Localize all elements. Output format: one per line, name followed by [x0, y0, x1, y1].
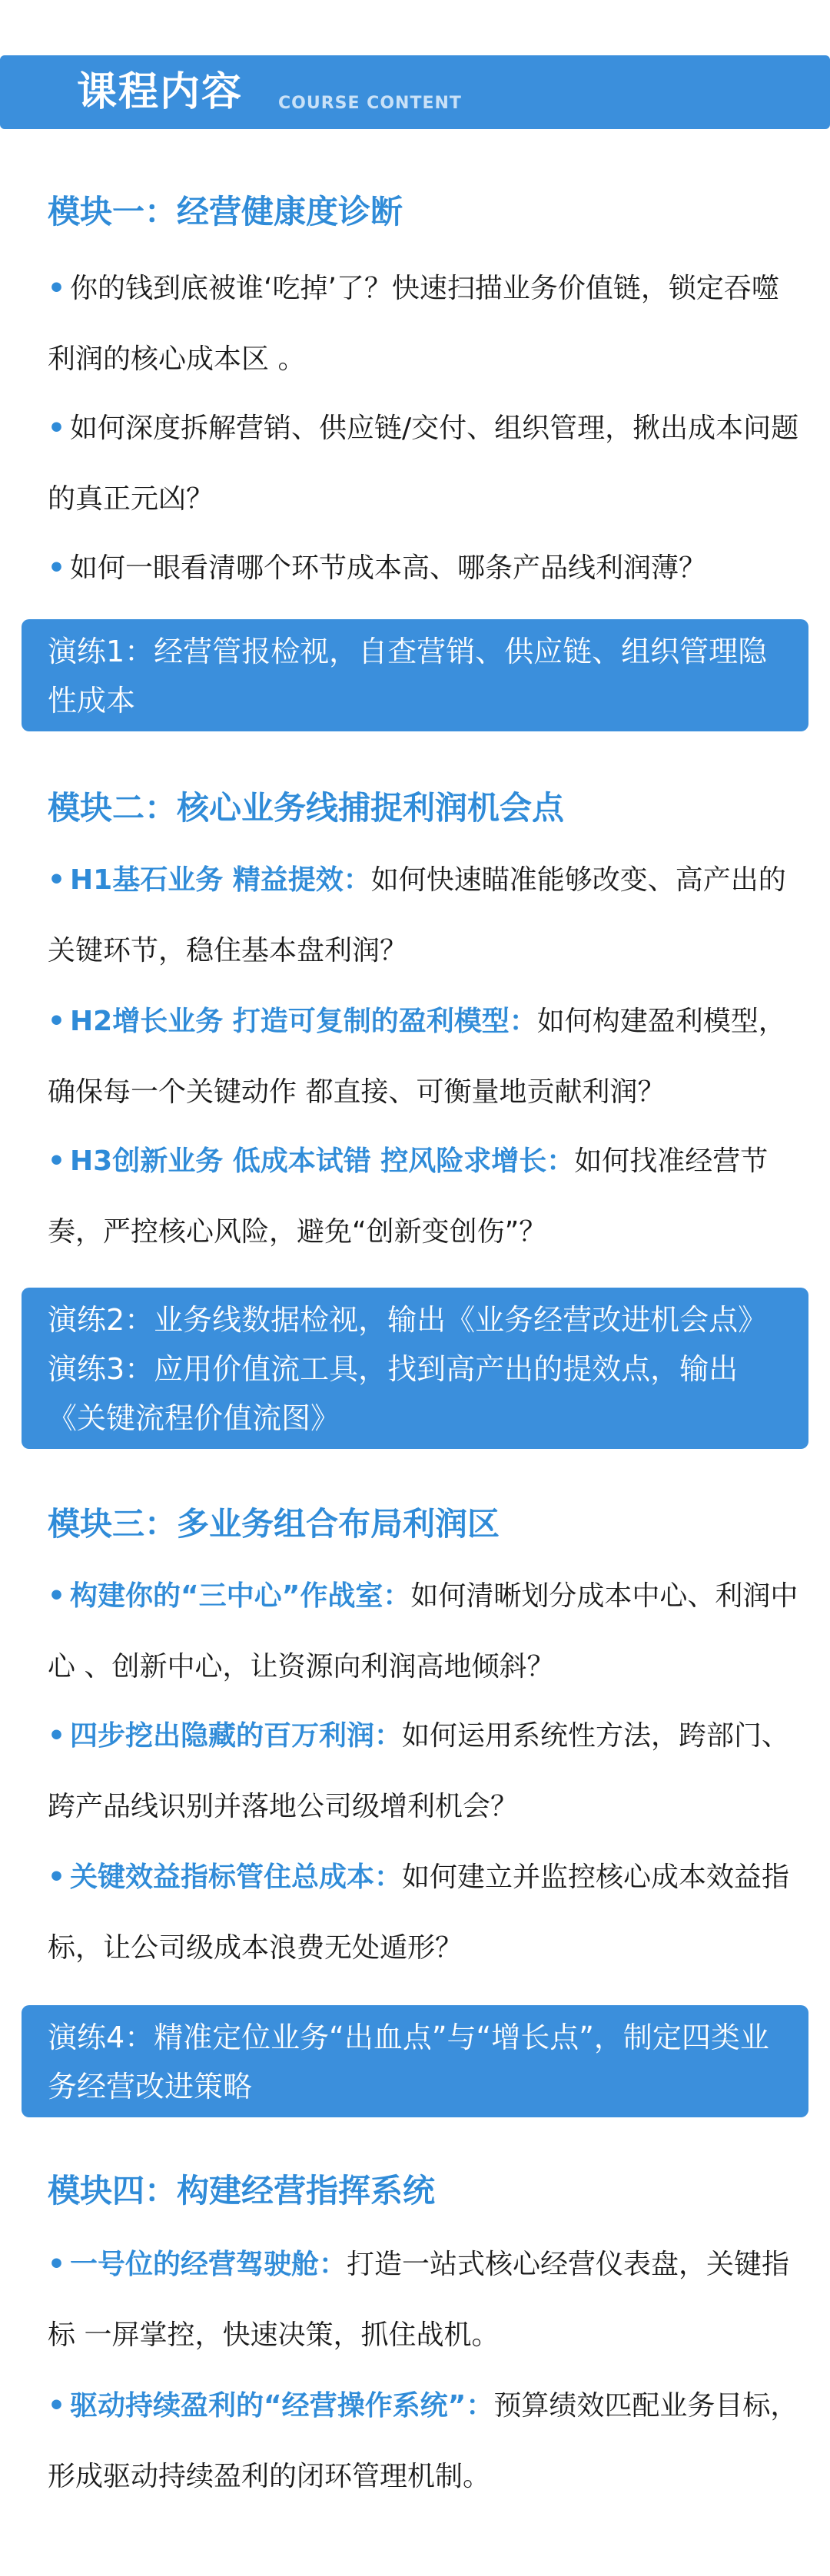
bullet-item: • H2增长业务 打造可复制的盈利模型：如何构建盈利模型，确保每一个关键动作 都直接、可衡量地贡献利润？ [48, 1006, 786, 1108]
exercise-box [22, 1288, 808, 1449]
bullet-item: • H3创新业务 低成本试错 控风险求增长：如何找准经营节奏，严控核心风险，避免“创新变创伤”？ [48, 1145, 769, 1248]
exercise-box [22, 2005, 808, 2117]
bullet-item: • 你的钱到底被谁‘吃掉’了？快速扫描业务价值链，锁定吞噬利润的核心成本区 。 [48, 273, 779, 375]
section-subtitle: COURSE CONTENT [278, 94, 462, 113]
bullet-dot-icon: • [48, 413, 66, 444]
exercise-text: 演练4：精准定位业务“出血点”与“增长点”，制定四类业务经营改进策略 [48, 2021, 769, 2104]
bullet-item: • 一号位的经营驾驶舱：打造一站式核心经营仪表盘，关键指标 一屏掌控，快速决策，抓住战机。 [48, 2249, 790, 2351]
bullet-item: • 关键效益指标管住总成本：如何建立并监控核心成本效益指标，让公司级成本浪费无处遁形？ [48, 1862, 790, 1964]
bullet-item: • 如何一眼看清哪个环节成本高、哪条产品线利润薄？ [48, 552, 707, 584]
section-header [0, 55, 830, 129]
exercise-text: 演练2：业务线数据检视，输出《业务经营改进机会点》 [48, 1303, 768, 1337]
bullet-dot-icon: • [48, 2390, 66, 2422]
bullet-dot-icon: • [48, 552, 66, 584]
bullet-dot-icon: • [48, 1720, 66, 1752]
module-title: 模块二：核心业务线捕捉利润机会点 [48, 789, 565, 827]
bullet-dot-icon: • [48, 864, 66, 896]
bullet-dot-icon: • [48, 1862, 66, 1893]
bullet-dot-icon: • [48, 273, 66, 304]
bullet-dot-icon: • [48, 2249, 66, 2280]
bullet-item: • 构建你的“三中心”作战室：如何清晰划分成本中心、利润中心 、创新中心，让资源向利润高地倾斜？ [48, 1580, 798, 1683]
bullet-dot-icon: • [48, 1580, 66, 1612]
module-title: 模块三：多业务组合布局利润区 [48, 1505, 500, 1543]
bullet-item: • H1基石业务 精益提效：如何快速瞄准能够改变、高产出的关键环节，稳住基本盘利润？ [48, 864, 786, 966]
bullet-dot-icon: • [48, 1145, 66, 1177]
module-title: 模块四：构建经营指挥系统 [48, 2172, 436, 2210]
bullet-item: • 驱动持续盈利的“经营操作系统”：预算绩效匹配业务目标，形成驱动持续盈利的闭环管理机制。 [48, 2390, 798, 2492]
bullet-item: • 如何深度拆解营销、供应链/交付、组织管理，揪出成本问题的真正元凶？ [48, 413, 799, 515]
exercise-box [22, 619, 808, 731]
exercise-text: 演练1：经营管报检视，自查营销、供应链、组织管理隐性成本 [48, 635, 768, 718]
module-title: 模块一：经营健康度诊断 [48, 193, 403, 230]
exercise-text: 演练3：应用价值流工具，找到高产出的提效点，输出《关键流程价值流图》 [48, 1352, 739, 1435]
section-title: 课程内容 [77, 69, 244, 115]
bullet-dot-icon: • [48, 1006, 66, 1037]
bullet-item: • 四步挖出隐藏的百万利润：如何运用系统性方法，跨部门、跨产品线识别并落地公司级增利机会？ [48, 1720, 790, 1822]
